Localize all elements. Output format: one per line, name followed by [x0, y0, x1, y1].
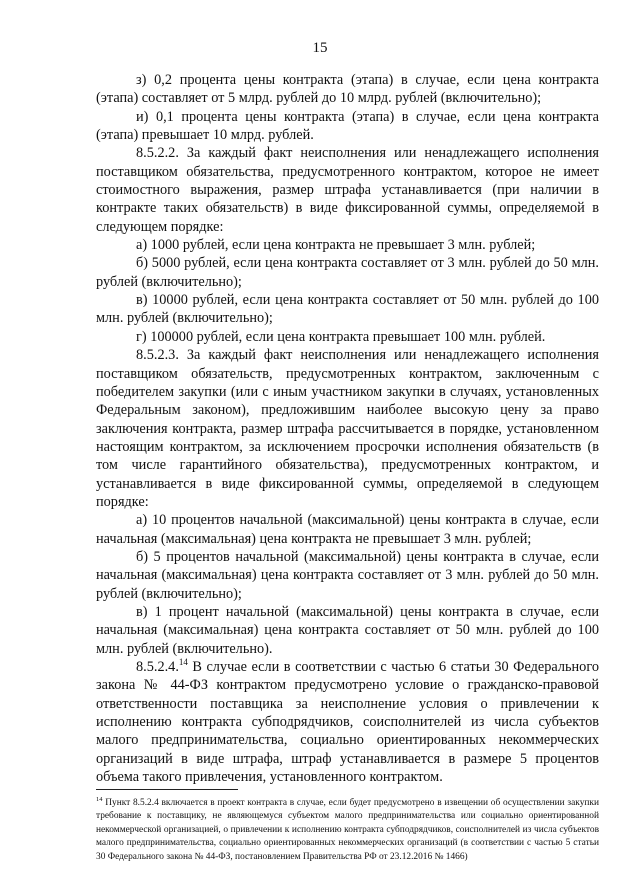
clause-number: 8.5.2.4. [136, 659, 179, 675]
paragraph-a-fixed: а) 1000 рублей, если цена контракта не превышает 3 млн. рублей; [136, 237, 536, 254]
paragraph-8-5-2-4 [96, 658, 599, 786]
paragraph-g-fixed: г) 100000 рублей, если цена контракта превышает 100 млн. рублей. [136, 328, 546, 345]
footnote-reference[interactable]: 14 [178, 657, 188, 668]
paragraph-8-5-2-2: 8.5.2.2. За каждый факт неисполнения или ненадлежащего исполнения поставщиком обязательства, предусмотренного контрактом, которое не имеет стоимостного выражения, размер штрафа устанавливается (при наличии в контракте таких обязательств) в виде фиксированной суммы, определяемой в следующем порядке: [96, 145, 599, 235]
paragraph-v-percent: в) 1 процент начальной (максимальной) цены контракта в случае, если начальная (максимальная) цена контракта составляет от 50 млн. рублей до 100 млн. рублей (включительно). [96, 603, 599, 657]
paragraph-i: и) 0,1 процента цены контракта (этапа) в случае, если цена контракта (этапа) превышает 10 млрд. рублей. [96, 108, 599, 144]
clause-text: В случае если в соответствии с частью 6 статьи 30 Федерального закона № 44-ФЗ контрактом предусмотрено условие о гражданско-правовой ответственности поставщика за неисполнение условия о привлечении к исполнению контракта субподрядчиков, соисполнителей из числа субъектов малого предпринимательства, социально ориентированных некоммерческих организаций в виде штрафа, штраф устанавливается в размере 5 процентов объема такого привлечения, установленного контрактом. [96, 659, 599, 786]
paragraph-8-5-2-3: 8.5.2.3. За каждый факт неисполнения или ненадлежащего исполнения поставщиком обязательств, предусмотренных контрактом, заключенным с победителем закупки (или с иным участником закупки в случаях, установленных Федеральным законом), предложившим наиболее высокую цену за право заключения контракта, размер штрафа рассчитывается в порядке, установленном настоящим контрактом, за исключением просрочки исполнения обязательств (в том числе гарантийного обязательства), предусмотренных контрактом, и устанавливается в виде фиксированной суммы, определяемой в следующем порядке: [96, 347, 599, 510]
paragraph-a-percent: а) 10 процентов начальной (максимальной) цены контракта в случае, если начальная (максимальная) цена контракта не превышает 3 млн. рублей; [96, 512, 599, 547]
paragraph-v-fixed: в) 10000 рублей, если цена контракта составляет от 50 млн. рублей до 100 млн. рублей (включительно); [96, 292, 599, 327]
footnote-marker: 14 [96, 795, 103, 803]
page-number: 15 [312, 40, 328, 56]
footnote-divider [96, 789, 238, 790]
footnote-text: Пункт 8.5.2.4 включается в проект контракта в случае, если будет предусмотрено в извещении об осуществлении закупки требование к поставщику, не являющемуся субъектом малого предпринимательства или социально ориентированной некоммерческой организацией, о привлечении к исполнению контракта субподрядчиков, соисполнителей из числа субъектов малого предпринимательства, социально ориентированных некоммерческих организаций (в соответствии с частью 5 статьи 30 Федерального закона № 44-ФЗ, постановлением Правительства РФ от 23.12.2016 № 1466) [96, 798, 599, 862]
paragraph-z: з) 0,2 процента цены контракта (этапа) в случае, если цена контракта (этапа) составляет от 5 млрд. рублей до 10 млрд. рублей (включительно); [96, 72, 599, 107]
paragraph-b-percent: б) 5 процентов начальной (максимальной) цены контракта в случае, если начальная (максимальная) цена контракта составляет от 3 млн. рублей до 50 млн. рублей (включительно); [96, 548, 599, 602]
footnote [96, 797, 599, 864]
paragraph-b-fixed: б) 5000 рублей, если цена контракта составляет от 3 млн. рублей до 50 млн. рублей (включительно); [96, 255, 599, 290]
document-body [96, 71, 599, 786]
